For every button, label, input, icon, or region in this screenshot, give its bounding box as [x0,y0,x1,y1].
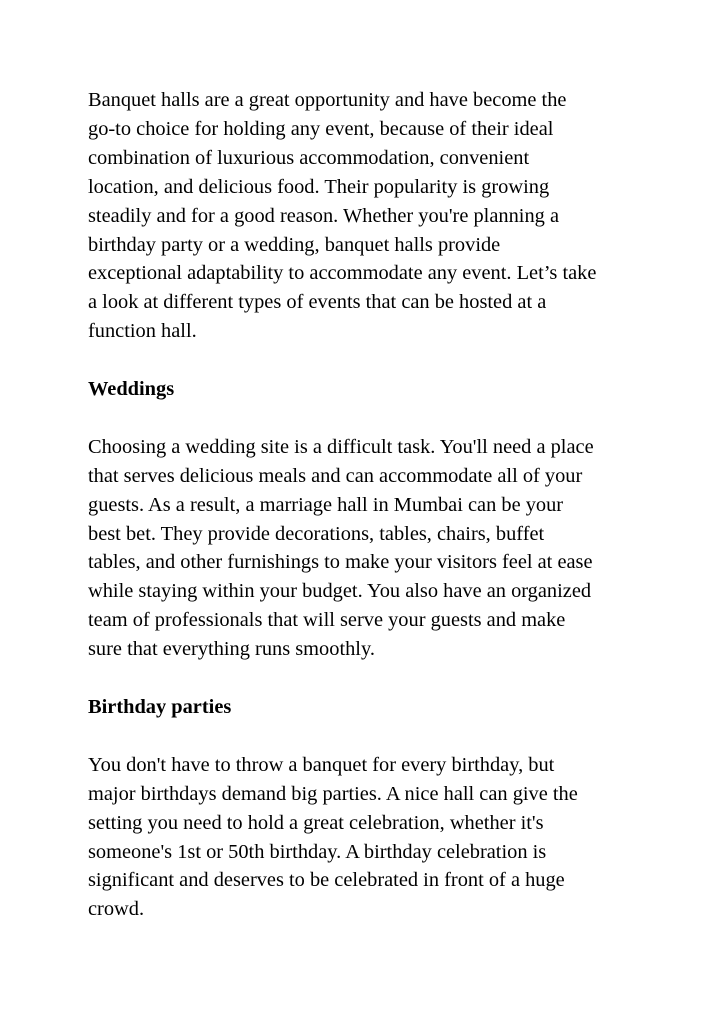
document-page [88,86,634,953]
section-body-birthday-parties: You don't have to throw a banquet for every birthday, but major birthdays demand big parties. A nice hall can give the setting you need to hold a great celebration, whether it's someone's 1st or 50th birthday. A birthday celebration is significant and deserves to be celebrated in front of a huge crowd. [88,753,578,921]
section-body-weddings: Choosing a wedding site is a difficult task. You'll need a place that serves delicious meals and can accommodate all of your guests. As a result, a marriage hall in Mumbai can be your best bet. They provide decorations, tables, chairs, buffet tables, and other furnishings to make your visitors feel at ease while staying within your budget. You also have an organized team of professionals that will serve your guests and make sure that everything runs smoothly. [88,435,594,661]
intro-paragraph: Banquet halls are a great opportunity and have become the go-to choice for holding any event, because of their ideal combination of luxurious accommodation, convenient location, and delicious food. Their popularity is growing steadily and for a good reason. Whether you're planning a birthday party or a wedding, banquet halls provide exceptional adaptability to accommodate any event. Let’s take a look at different types of events that can be hosted at a function hall. [88,89,597,343]
section-heading-weddings: Weddings [88,378,175,401]
section-heading-birthday-parties: Birthday parties [88,695,232,718]
